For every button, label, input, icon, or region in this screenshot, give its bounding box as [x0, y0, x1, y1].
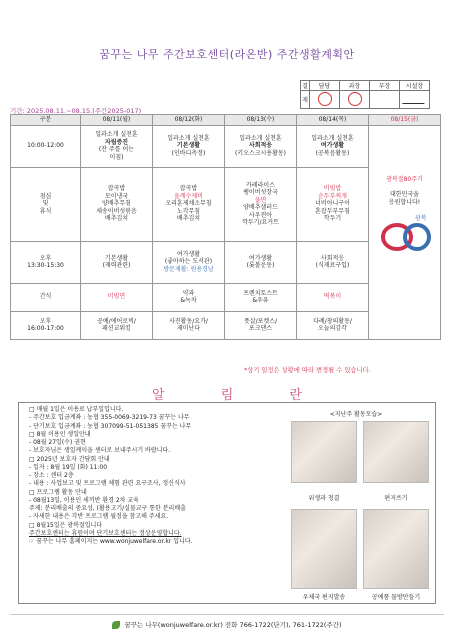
holiday-cell [369, 125, 441, 339]
menu-cell: 잡곡밥 올깨수제비 오리훈제채소무침 노각무침 배추김치 [153, 167, 225, 241]
approval-box [300, 80, 430, 109]
activity-cell: 일과소개 실천훈 사회적응 (키오스크시용활동) [225, 125, 297, 167]
signature-blank [370, 91, 400, 109]
schedule-corner: 구분 [11, 115, 81, 126]
notice-line: - 단기보호 입금계좌 : 농협 307099-51-051385 꿈꾸는 나무 [29, 422, 192, 430]
day-header: 08/14(목) [297, 115, 369, 126]
footer-text: 꿈꾸는 나무(wonjuwelfare.or.kr) 전화 766-1722(단기), 761-1722(주간) [124, 621, 342, 629]
notice-line: - 보호자님은 생일케익을 센터로 보내주시기 바랍니다. [29, 447, 171, 455]
activity-cell: 사진활동/요가/ 재미난다 [153, 311, 225, 339]
notice-line: 주간보호센터는 휴원이며 단기보호센터는 정상운영합니다. [29, 529, 182, 537]
approval-side-label: 재 [301, 91, 310, 109]
notice-line: ☞ 꿈꾸는 나무 홈페이지는 www.wonjuwelfare.or.kr 입니다. [29, 538, 193, 546]
photo-area [281, 409, 431, 418]
activity-cell: 일과소개 실천훈 기본생활 (인바디측정) [153, 125, 225, 167]
holiday-line: 대한민국을 [390, 191, 419, 198]
activity-cell: 기본생활 (재력관련) [81, 241, 153, 283]
notice-list [29, 406, 279, 547]
approval-side-label: 결 [301, 81, 310, 91]
liberation-80-logo [375, 212, 435, 252]
day-header: 08/11(월) [81, 115, 153, 126]
footer [0, 620, 454, 629]
approval-header: 과장 [340, 81, 370, 91]
logo-text: 광복 [414, 215, 427, 222]
activity-cell: 여가생활 (좋아하는 도서관) 방문재활: 원용경남 [153, 241, 225, 283]
photo-caption: 편지쓰기 [384, 495, 408, 502]
holiday-title: 광복절80주기 [386, 175, 423, 183]
activity-cell: 일과소개 실천훈 자립증진 (잔 주를 어는 이침) [81, 125, 153, 167]
activity-cell: 사회적응 (식재료구입) [297, 241, 369, 283]
approval-header: 시설장 [400, 81, 430, 91]
day-header: 08/12(화) [153, 115, 225, 126]
notice-line: - 08월 27일(수) 권현 [29, 439, 86, 447]
activity-cell: 다례/창의활동/ 오늘의감각 [297, 311, 369, 339]
activity-photo [291, 421, 357, 483]
schedule-period: 기간: 2025.08.11.~08.15.(주간2025-017) [10, 107, 142, 115]
approval-header: 부장 [370, 81, 400, 91]
approval-header: 담당 [310, 81, 340, 91]
activity-photo [363, 509, 429, 589]
notice-line: □ 8월 이용인 생일안내 [29, 430, 91, 438]
activity-cell: 풋살/포켓스/ 포크댄스 [225, 311, 297, 339]
time-cell: 오후 16:00-17:00 [11, 311, 81, 339]
schedule-note: *상기 일정은 상황에 따라 변경될 수 있습니다. [244, 367, 371, 374]
signature-stamp [310, 91, 340, 109]
activity-cell: 여가생활 (롯볼운동) [225, 241, 297, 283]
activity-photo [291, 509, 357, 589]
photo-caption: 위생과 청결 [308, 495, 340, 502]
photo-caption: 공예품 물방만들기 [371, 594, 421, 601]
time-cell: 간식 [11, 283, 81, 311]
snack-cell: 비빔면 [81, 283, 153, 311]
time-cell: 오후 13:30-15:30 [11, 241, 81, 283]
holiday-line: 응원합니다! [388, 198, 421, 206]
notice-line: □ 8월15일은 광복절입니다 [29, 521, 103, 529]
schedule-table [10, 114, 441, 340]
menu-cell: 비빔밥 순두부찌개 너비아니구이 혼잡두부무침 깍두기 [297, 167, 369, 241]
notice-line: - 장소 : 센터 2층 [29, 472, 74, 480]
notice-line: - 주간보호 입금계좌 : 농협 355-0069-3219-73 꿈꾸는 나무 [29, 414, 190, 422]
menu-cell: 잡곡밥 모이냉국 양배추무침 새송이버섯볶음 배추김치 [81, 167, 153, 241]
snack-cell: 약과 &녹차 [153, 283, 225, 311]
notice-line: □ 2025년 보호자 간담회 안내 [29, 455, 110, 463]
notice-line: □ 매월 1일은 이용료 납부일입니다. [29, 406, 124, 413]
photo-caption: 우체국 편지발송 [302, 594, 346, 601]
leaf-icon [112, 621, 120, 629]
notice-line: - 자세한 내용은 각반 프로그램 월정을 참고해 주세요. [29, 513, 169, 521]
page-title: 꿈꾸는 나무 주간보호센터(라온반) 주간생활계획안 [99, 48, 355, 61]
signature-stamp [340, 91, 370, 109]
activity-cell: 공예/에어로빅/ 패션교워킹 [81, 311, 153, 339]
time-cell: 점심 및 휴식 [11, 167, 81, 241]
photo-title: <지난주 활동모습> [329, 411, 383, 418]
day-header: 08/13(수) [225, 115, 297, 126]
signature-scribble [400, 91, 430, 109]
snack-cell: 떡볶이 [297, 283, 369, 311]
notice-heading: 알 림 란 [152, 388, 328, 403]
notice-line: 주제: 분리배출의 중요성, (활용고기/실물교구 통한 분리배출 [29, 505, 186, 513]
activity-cell: 일과소개 실천훈 여가생활 (공복음활동) [297, 125, 369, 167]
activity-photo [363, 421, 429, 483]
notice-line: - 08월13일, 이용인 세끼반 환경 2차 교육 [29, 496, 139, 504]
notice-line: - 일자 : 8월 19일 (화) 11:00 [29, 463, 108, 471]
day-header: 08/15(금) [369, 115, 441, 126]
notice-line: □ 프로그램 활동 안내 [29, 488, 87, 496]
notice-line: - 내용 : 사업보고 및 프로그램 체험 관련 요구조사, 정신식사 [29, 480, 186, 488]
notice-box [18, 402, 436, 604]
menu-cell: 카레라이스 팽이버섯장국 을면 양배추샐러드 사우전아 깍두기/요거트 [225, 167, 297, 241]
snack-cell: 프렌치토스트 &우유 [225, 283, 297, 311]
footer-divider [10, 614, 444, 615]
time-cell: 10:00-12:00 [11, 125, 81, 167]
